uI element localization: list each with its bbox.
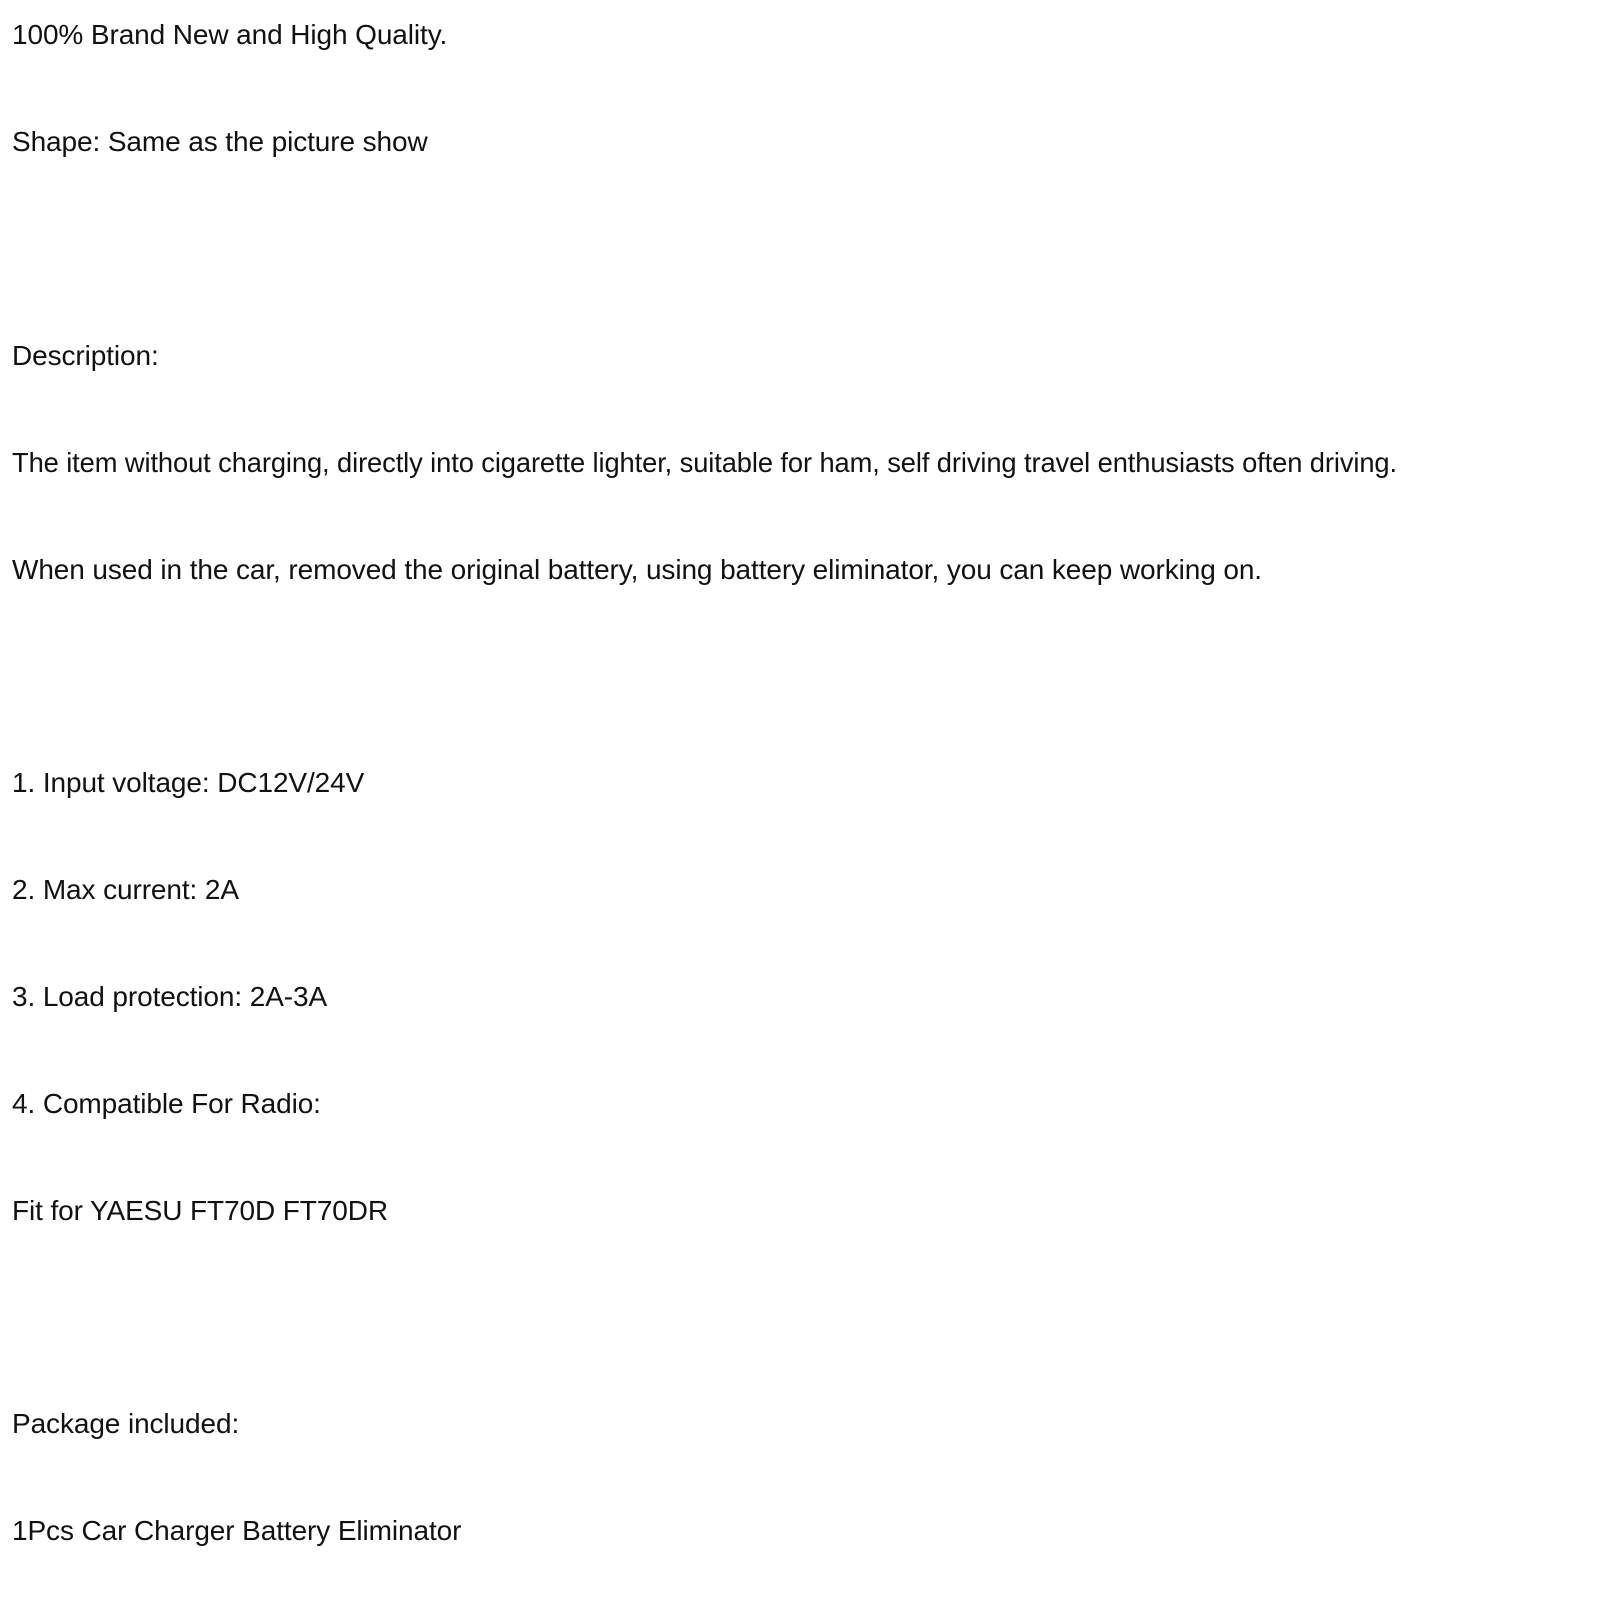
shape-statement: Shape: Same as the picture show xyxy=(12,126,428,157)
package-heading: Package included: xyxy=(12,1408,240,1439)
description-paragraph: The item without charging, directly into cigarette lighter, suitable for ham, self driving travel enthusiasts often driving. xyxy=(12,447,1397,478)
spec-item-load-protection: 3. Load protection: 2A-3A xyxy=(12,981,328,1012)
compatibility-models: Fit for YAESU FT70D FT70DR xyxy=(12,1195,389,1226)
spec-item-input-voltage: 1. Input voltage: DC12V/24V xyxy=(12,767,365,798)
spec-item-compatible-radio: 4. Compatible For Radio: xyxy=(12,1088,321,1119)
package-item: 1Pcs Car Charger Battery Eliminator xyxy=(12,1515,462,1546)
spec-item-max-current: 2. Max current: 2A xyxy=(12,874,239,905)
description-paragraph: When used in the car, removed the original battery, using battery eliminator, you can keep working on. xyxy=(12,554,1262,585)
quality-statement: 100% Brand New and High Quality. xyxy=(12,19,448,50)
description-heading: Description: xyxy=(12,340,159,371)
